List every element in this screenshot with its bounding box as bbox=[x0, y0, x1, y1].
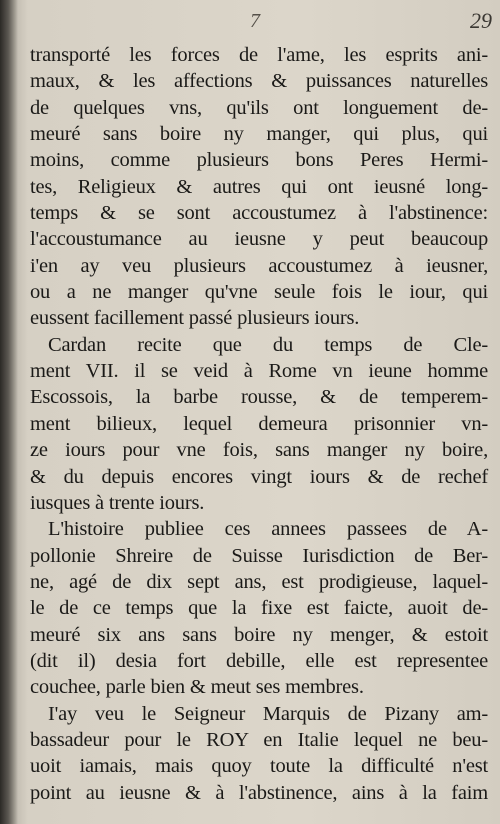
text-line: ne, agé de dix sept ans, est prodigieuse, laquel- bbox=[30, 570, 488, 593]
text-line: ment bilieux, lequel demeura prisonnier vn- bbox=[30, 412, 488, 435]
paragraph-3 bbox=[30, 516, 488, 700]
text-line: pollonie Shreire de Suisse Iurisdiction de Ber- bbox=[30, 544, 488, 567]
text-line: & du depuis encores vingt iours & de rechef bbox=[30, 465, 488, 488]
signature-mark: 7 bbox=[250, 10, 260, 32]
text-line: point au ieusne & à l'abstinence, ains à la faim bbox=[30, 781, 488, 804]
text-line: moins, comme plusieurs bons Peres Hermi- bbox=[30, 149, 488, 172]
text-line: Escossois, la barbe rousse, & de temperem- bbox=[30, 386, 488, 409]
text-line: ou a ne manger qu'vne seule fois le iour, qui bbox=[30, 281, 488, 304]
text-line: L'histoire publiee ces annees passees de A- bbox=[48, 518, 488, 541]
page-number: 29 bbox=[470, 8, 492, 33]
text-line: meuré six ans sans boire ny menger, & estoit bbox=[30, 623, 488, 646]
text-line: le de ce temps que la fixe est faicte, auoit de- bbox=[30, 597, 488, 620]
text-line: meuré sans boire ny manger, qui plus, qui bbox=[30, 123, 488, 146]
paragraph-1 bbox=[30, 42, 488, 332]
text-line: l'accoustumance au ieusne y peut beaucoup bbox=[30, 228, 488, 251]
page-body bbox=[30, 42, 488, 806]
paragraph-4 bbox=[30, 701, 488, 806]
text-line: maux, & les affections & puissances naturelles bbox=[30, 70, 488, 93]
text-line: uoit iamais, mais quoy toute la difficulté n'est bbox=[30, 755, 488, 778]
text-line: transporté les forces de l'ame, les esprits ani- bbox=[30, 44, 488, 66]
text-line: I'ay veu le Seigneur Marquis de Pizany am- bbox=[48, 702, 488, 725]
text-line: temps & se sont accoustumez à l'abstinence: bbox=[30, 202, 488, 225]
text-line: (dit il) desia fort debille, elle est representee bbox=[30, 649, 488, 672]
book-gutter-shadow bbox=[0, 0, 18, 824]
text-line: ment VII. il se veid à Rome vn ieune homme bbox=[30, 360, 488, 383]
text-line: iusques à trente iours. bbox=[30, 491, 205, 514]
text-line: couchee, parle bien & meut ses membres. bbox=[30, 676, 364, 699]
text-line: Cardan recite que du temps de Cle- bbox=[48, 333, 488, 356]
text-line: eussent facillement passé plusieurs iours. bbox=[30, 307, 360, 330]
text-line: bassadeur pour le ROY en Italie lequel ne beu- bbox=[30, 728, 488, 751]
paragraph-2 bbox=[30, 332, 488, 516]
text-line: i'en ay veu plusieurs accoustumez à ieusner, bbox=[30, 254, 488, 277]
text-line: de quelques vns, qu'ils ont longuement de- bbox=[30, 96, 488, 119]
text-line: ze iours pour vne fois, sans manger ny boire, bbox=[30, 439, 488, 462]
text-line: tes, Religieux & autres qui ont ieusné long- bbox=[30, 175, 488, 198]
